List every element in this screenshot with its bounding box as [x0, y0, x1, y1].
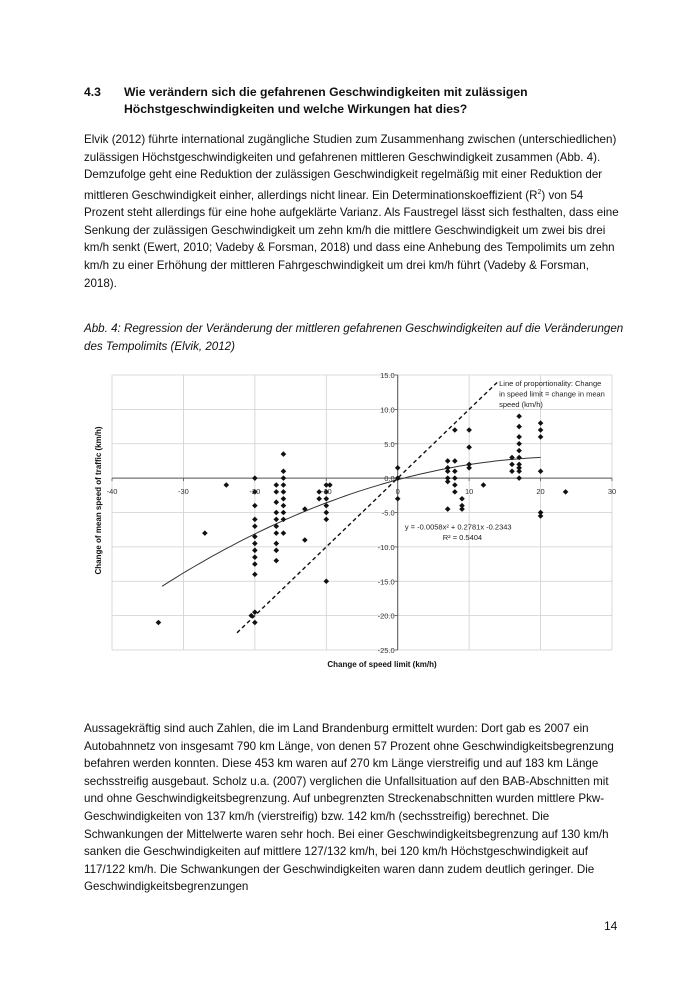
data-point	[223, 482, 229, 488]
data-point	[273, 541, 279, 547]
data-point	[281, 451, 287, 457]
data-point	[323, 578, 329, 584]
data-point	[281, 489, 287, 495]
data-point	[281, 475, 287, 481]
x-tick-label: -10	[320, 487, 332, 497]
data-point	[445, 468, 451, 474]
section-title-line1: Wie verändern sich die gefahrenen Geschwindigkeiten mit zulässigen	[124, 85, 528, 99]
data-point	[252, 609, 258, 615]
data-point	[302, 537, 308, 543]
section-title-line2: Höchstgeschwindigkeiten und welche Wirkungen hat dies?	[124, 102, 468, 116]
data-point	[516, 441, 522, 447]
data-point	[563, 489, 569, 495]
data-point	[538, 420, 544, 426]
data-point	[252, 561, 258, 567]
data-point	[516, 455, 522, 461]
data-point	[445, 479, 451, 485]
paragraph-elvik-part2: ) von 54 Prozent steht allerdings für eine hohe aufgeklärte Varianz. Als Faustregel lässt sich festhalten, dass eine Senkung der zulässigen Geschwindigkeit um zehn km/h die mittlere Geschwindigkeit um zwei bis drei km/h senkt (Ewert, 2010; Vadeby & Forsman, 2018) und dass eine Anhebung des Tempolimits um zehn km/h zu einer Erhöhung der mittleren Fahrgeschwindigkeit um drei km/h führt (Vadeby & Forsman, 2018).	[84, 188, 619, 290]
data-point	[509, 468, 515, 474]
data-point	[452, 468, 458, 474]
section-heading	[84, 84, 624, 118]
data-point	[273, 510, 279, 516]
data-point	[273, 517, 279, 523]
data-point	[516, 462, 522, 468]
paragraph-elvik-part1: Elvik (2012) führte international zugängliche Studien zum Zusammenhang zwischen (unterschiedlichen) zulässigen Höchstgeschwindigkeiten und gefahrenen mittleren Geschwindigkeit zusammen (Abb. 4). Demzufolge geht eine Reduktion der zulässigen Geschwindigkeit regelmäßig mit einer Reduktion der mittleren Geschwindigkeit einher, allerdings nicht linear. Ein Determinationskoeffizient (R	[84, 133, 617, 202]
data-point	[273, 558, 279, 564]
data-point	[316, 496, 322, 502]
figure-caption: Abb. 4: Regression der Veränderung der mittleren gefahrenen Geschwindigkeiten auf die Veränderungen des Tempolimits (Elvik, 2012)	[84, 322, 624, 353]
y-tick-label: 0.0	[384, 474, 395, 484]
y-tick-label: 5.0	[384, 439, 395, 449]
x-axis-title: Change of speed limit (km/h)	[327, 660, 437, 669]
data-point	[202, 530, 208, 536]
data-point	[281, 496, 287, 502]
superscript-2: 2	[537, 188, 542, 196]
data-point	[452, 458, 458, 464]
data-point	[516, 434, 522, 440]
x-tick-label: 10	[464, 487, 474, 497]
data-point	[516, 475, 522, 481]
data-point	[395, 465, 401, 471]
chart-points	[156, 413, 569, 625]
proportionality-label: in speed limit = change in mean	[499, 389, 605, 399]
data-point	[323, 496, 329, 502]
data-point	[452, 482, 458, 488]
y-tick-label: -20.0	[377, 611, 395, 621]
data-point	[252, 541, 258, 547]
regression-chart	[90, 365, 630, 675]
data-point	[538, 468, 544, 474]
regression-equation: y = -0.0058x² + 0.2781x -0.2343	[404, 522, 512, 532]
y-tick-label: -10.0	[377, 542, 395, 552]
data-point	[273, 489, 279, 495]
y-tick-label: 10.0	[380, 405, 395, 415]
data-point	[538, 434, 544, 440]
data-point	[273, 499, 279, 505]
data-point	[445, 506, 451, 512]
data-point	[445, 458, 451, 464]
x-tick-label: -20	[249, 487, 261, 497]
page-number: 14	[604, 919, 618, 933]
data-point	[466, 444, 472, 450]
data-point	[459, 496, 465, 502]
y-axis-title: Change of mean speed of traffic (km/h)	[94, 426, 103, 575]
data-point	[452, 489, 458, 495]
data-point	[538, 427, 544, 433]
data-point	[281, 482, 287, 488]
data-point	[466, 427, 472, 433]
data-point	[323, 517, 329, 523]
x-tick-label: 20	[536, 487, 545, 497]
data-point	[273, 548, 279, 554]
data-point	[252, 475, 258, 481]
y-tick-label: 15.0	[380, 371, 395, 380]
data-point	[516, 468, 522, 474]
data-point	[516, 424, 522, 430]
data-point	[466, 465, 472, 471]
data-point	[281, 503, 287, 509]
data-point	[273, 530, 279, 536]
y-tick-label: -5.0	[381, 508, 395, 518]
paragraph-brandenburg: Aussagekräftig sind auch Zahlen, die im Land Brandenburg ermittelt wurden: Dort gab es 2007 ein Autobahnnetz von insgesamt 790 km Länge, von denen 57 Prozent ohne Geschwindigkeitsbegrenzung befahren werden konnten. Diese 453 km waren auf 270 km Länge vierstreifig und auf 183 km Länge sechsstreifig ausgebaut. Scholz u.a. (2007) verglichen die Unfallsituation auf den BAB-Abschnitten mit und ohne Geschwindigkeitsbegrenzung. Auf unbegrenzten Streckenabschnitten wurden mittlere Pkw-Geschwindigkeiten von 137 km/h (vierstreifig) bzw. 142 km/h (sechsstreifig) berechnet. Die Schwankungen der Mittelwerte waren sehr hoch. Bei einer Geschwindigkeitsbegrenzung auf 130 km/h sanken die Geschwindigkeiten auf mittlere 127/132 km/h, bei 120 km/h Höchstgeschwindigkeit auf 117/122 km/h. Die Schwankungen der Geschwindigkeiten waren dann zudem deutlich geringer. Die Geschwindigkeitsbegrenzungen	[84, 722, 614, 894]
y-tick-label: -15.0	[377, 577, 395, 587]
data-point	[452, 475, 458, 481]
y-tick-label: -25.0	[377, 646, 395, 655]
x-tick-label: -30	[178, 487, 189, 497]
data-point	[252, 554, 258, 560]
data-point	[252, 517, 258, 523]
data-point	[452, 427, 458, 433]
data-point	[156, 620, 162, 626]
x-tick-label: 30	[607, 487, 617, 497]
data-point	[459, 506, 465, 512]
data-point	[252, 548, 258, 554]
proportionality-line	[237, 382, 498, 633]
data-point	[516, 413, 522, 419]
data-point	[395, 496, 401, 502]
proportionality-label: speed (km/h)	[499, 400, 543, 409]
paragraph-elvik	[84, 131, 620, 292]
x-tick-label: -40	[106, 487, 118, 497]
section-number: 4.3	[84, 85, 101, 99]
data-point	[481, 482, 487, 488]
data-point	[281, 530, 287, 536]
regression-r2: R² = 0.5404	[442, 533, 483, 542]
proportionality-label: Line of proportionality: Change	[499, 379, 602, 388]
data-point	[252, 503, 258, 509]
chart-lines	[162, 382, 541, 633]
data-point	[273, 482, 279, 488]
data-point	[281, 510, 287, 516]
data-point	[252, 620, 258, 626]
data-point	[509, 462, 515, 468]
data-point	[323, 510, 329, 516]
data-point	[252, 523, 258, 529]
data-point	[252, 572, 258, 578]
data-point	[538, 513, 544, 519]
data-point	[281, 468, 287, 474]
x-tick-label: 0	[395, 487, 400, 497]
data-point	[516, 448, 522, 454]
